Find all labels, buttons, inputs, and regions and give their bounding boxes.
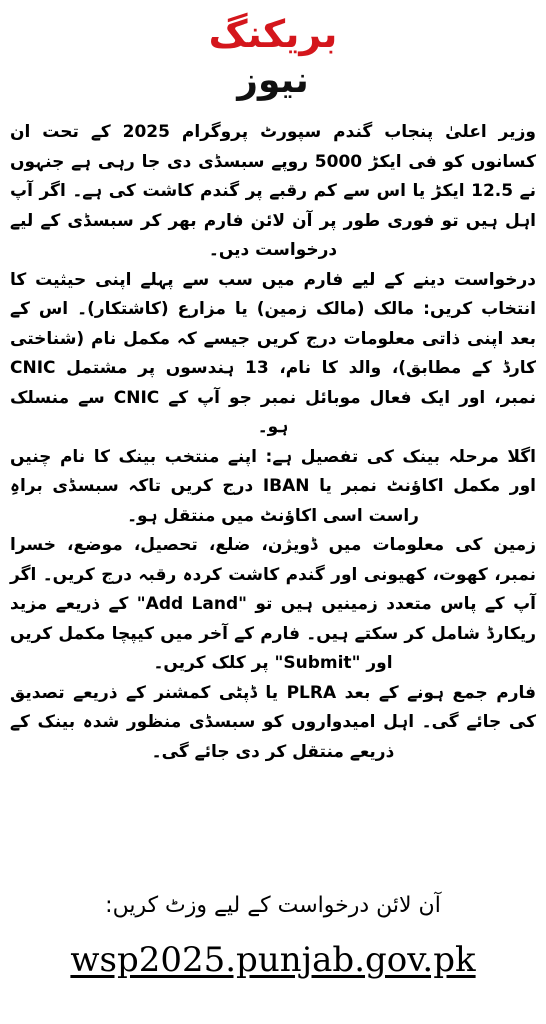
news-title: نیوز <box>237 60 309 101</box>
paragraph-intro: وزیر اعلیٰ پنجاب گندم سپورٹ پروگرام 2025 کے تحت ان کسانوں کو فی ایکڑ 5000 روپے سبسڈی دی جا رہی ہے جنہوں نے 12.5 ایکڑ یا اس سے کم رقبے پر گندم کاشت کی ہے۔ اگر آپ اہل ہیں تو فوری طور پر آن لائن فارم بھر کر سبسڈی کے لیے درخواست دیں۔ <box>10 122 536 260</box>
paragraph-verification: فارم جمع ہونے کے بعد PLRA یا ڈپٹی کمشنر کے ذریعے تصدیق کی جائے گی۔ اہل امیدواروں کو سبسڈی منظور شدہ بینک کے ذریعے منتقل کر دی جائے گی۔ <box>10 682 536 762</box>
masthead <box>0 10 546 110</box>
article-body <box>10 118 536 767</box>
paragraph-land-info: زمین کی معلومات میں ڈویژن، ضلع، تحصیل، موضع، خسرا نمبر، کھوت، کھیونی اور گندم کاشت کردہ رقبہ درج کریں۔ اگر آپ کے پاس متعدد زمینیں ہیں تو "Add Land" کے ذریعے مزید ریکارڈ شامل کر سکتے ہیں۔ فارم کے آخر میں کیپچا مکمل کریں اور "Submit" پر کلک کریں۔ <box>10 535 536 673</box>
paragraph-bank-details: اگلا مرحلہ بینک کی تفصیل ہے: اپنے منتخب بینک کا نام چنیں اور مکمل اکاؤنٹ نمبر یا IBAN درج کریں تاکہ سبسڈی براہِ راست اسی اکاؤنٹ میں منتقل ہو۔ <box>10 446 536 526</box>
breaking-title: بریکنگ <box>208 12 338 56</box>
visit-instruction: آن لائن درخواست کے لیے وزٹ کریں: <box>105 893 441 918</box>
website-link[interactable]: wsp2025.punjab.gov.pk <box>70 940 476 980</box>
paragraph-personal-info: درخواست دینے کے لیے فارم میں سب سے پہلے اپنی حیثیت کا انتخاب کریں: مالک (مالک زمین) یا مزارع (کاشتکار)۔ اس کے بعد اپنی ذاتی معلومات درج کریں جیسے کہ مکمل نام (شناختی کارڈ کے مطابق)، والد کا نام، 13 ہندسوں پر مشتمل CNIC نمبر، اور ایک فعال موبائل نمبر جو آپ کے CNIC سے منسلک ہو۔ <box>10 269 536 437</box>
